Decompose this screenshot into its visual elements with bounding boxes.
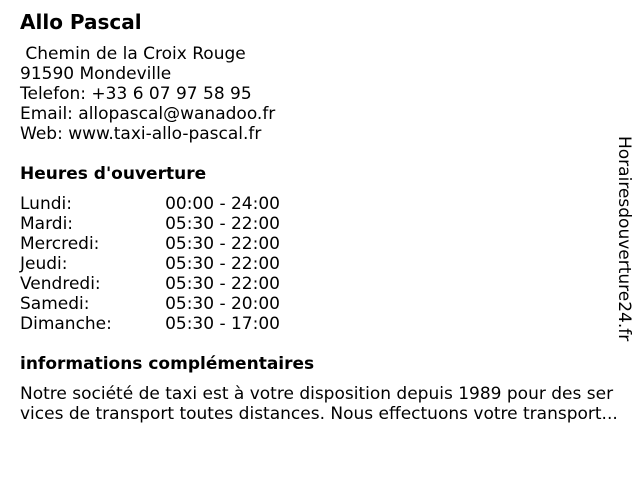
day-label: Vendredi: bbox=[20, 274, 101, 294]
email-line: Email: allopascal@wanadoo.fr bbox=[20, 104, 276, 124]
time-range: 05:30 - 22:00 bbox=[165, 234, 280, 254]
time-range: 05:30 - 17:00 bbox=[165, 314, 280, 334]
additional-info-heading: informations complémentaires bbox=[20, 354, 315, 374]
time-range: 00:00 - 24:00 bbox=[165, 194, 280, 214]
business-description bbox=[20, 384, 630, 424]
time-range: 05:30 - 22:00 bbox=[165, 254, 280, 274]
business-name: Allo Pascal bbox=[20, 10, 142, 34]
hours-row-sunday bbox=[20, 314, 280, 334]
opening-hours-table bbox=[20, 194, 280, 334]
day-label: Mardi: bbox=[20, 214, 74, 234]
contact-block bbox=[20, 44, 275, 144]
hours-row-thursday bbox=[20, 254, 280, 274]
day-label: Mercredi: bbox=[20, 234, 100, 254]
time-range: 05:30 - 22:00 bbox=[165, 274, 280, 294]
time-range: 05:30 - 20:00 bbox=[165, 294, 280, 314]
hours-row-friday bbox=[20, 274, 280, 294]
day-label: Lundi: bbox=[20, 194, 72, 214]
site-watermark: Horairesdouverture24.fr bbox=[614, 136, 634, 342]
address-street: Chemin de la Croix Rouge bbox=[20, 44, 246, 64]
time-range: 05:30 - 22:00 bbox=[165, 214, 280, 234]
phone-line: Telefon: +33 6 07 97 58 95 bbox=[20, 84, 252, 104]
day-label: Samedi: bbox=[20, 294, 90, 314]
address-city: 91590 Mondeville bbox=[20, 64, 172, 84]
opening-hours-heading: Heures d'ouverture bbox=[20, 164, 207, 184]
hours-row-saturday bbox=[20, 294, 280, 314]
web-line: Web: www.taxi-allo-pascal.fr bbox=[20, 124, 262, 144]
hours-row-tuesday bbox=[20, 214, 280, 234]
day-label: Dimanche: bbox=[20, 314, 112, 334]
description-line-2: vices de transport toutes distances. Nous effectuons votre transport... bbox=[20, 404, 618, 424]
hours-row-wednesday bbox=[20, 234, 280, 254]
hours-row-monday bbox=[20, 194, 280, 214]
description-line-1: Notre société de taxi est à votre disposition depuis 1989 pour des ser bbox=[20, 384, 614, 404]
day-label: Jeudi: bbox=[20, 254, 68, 274]
